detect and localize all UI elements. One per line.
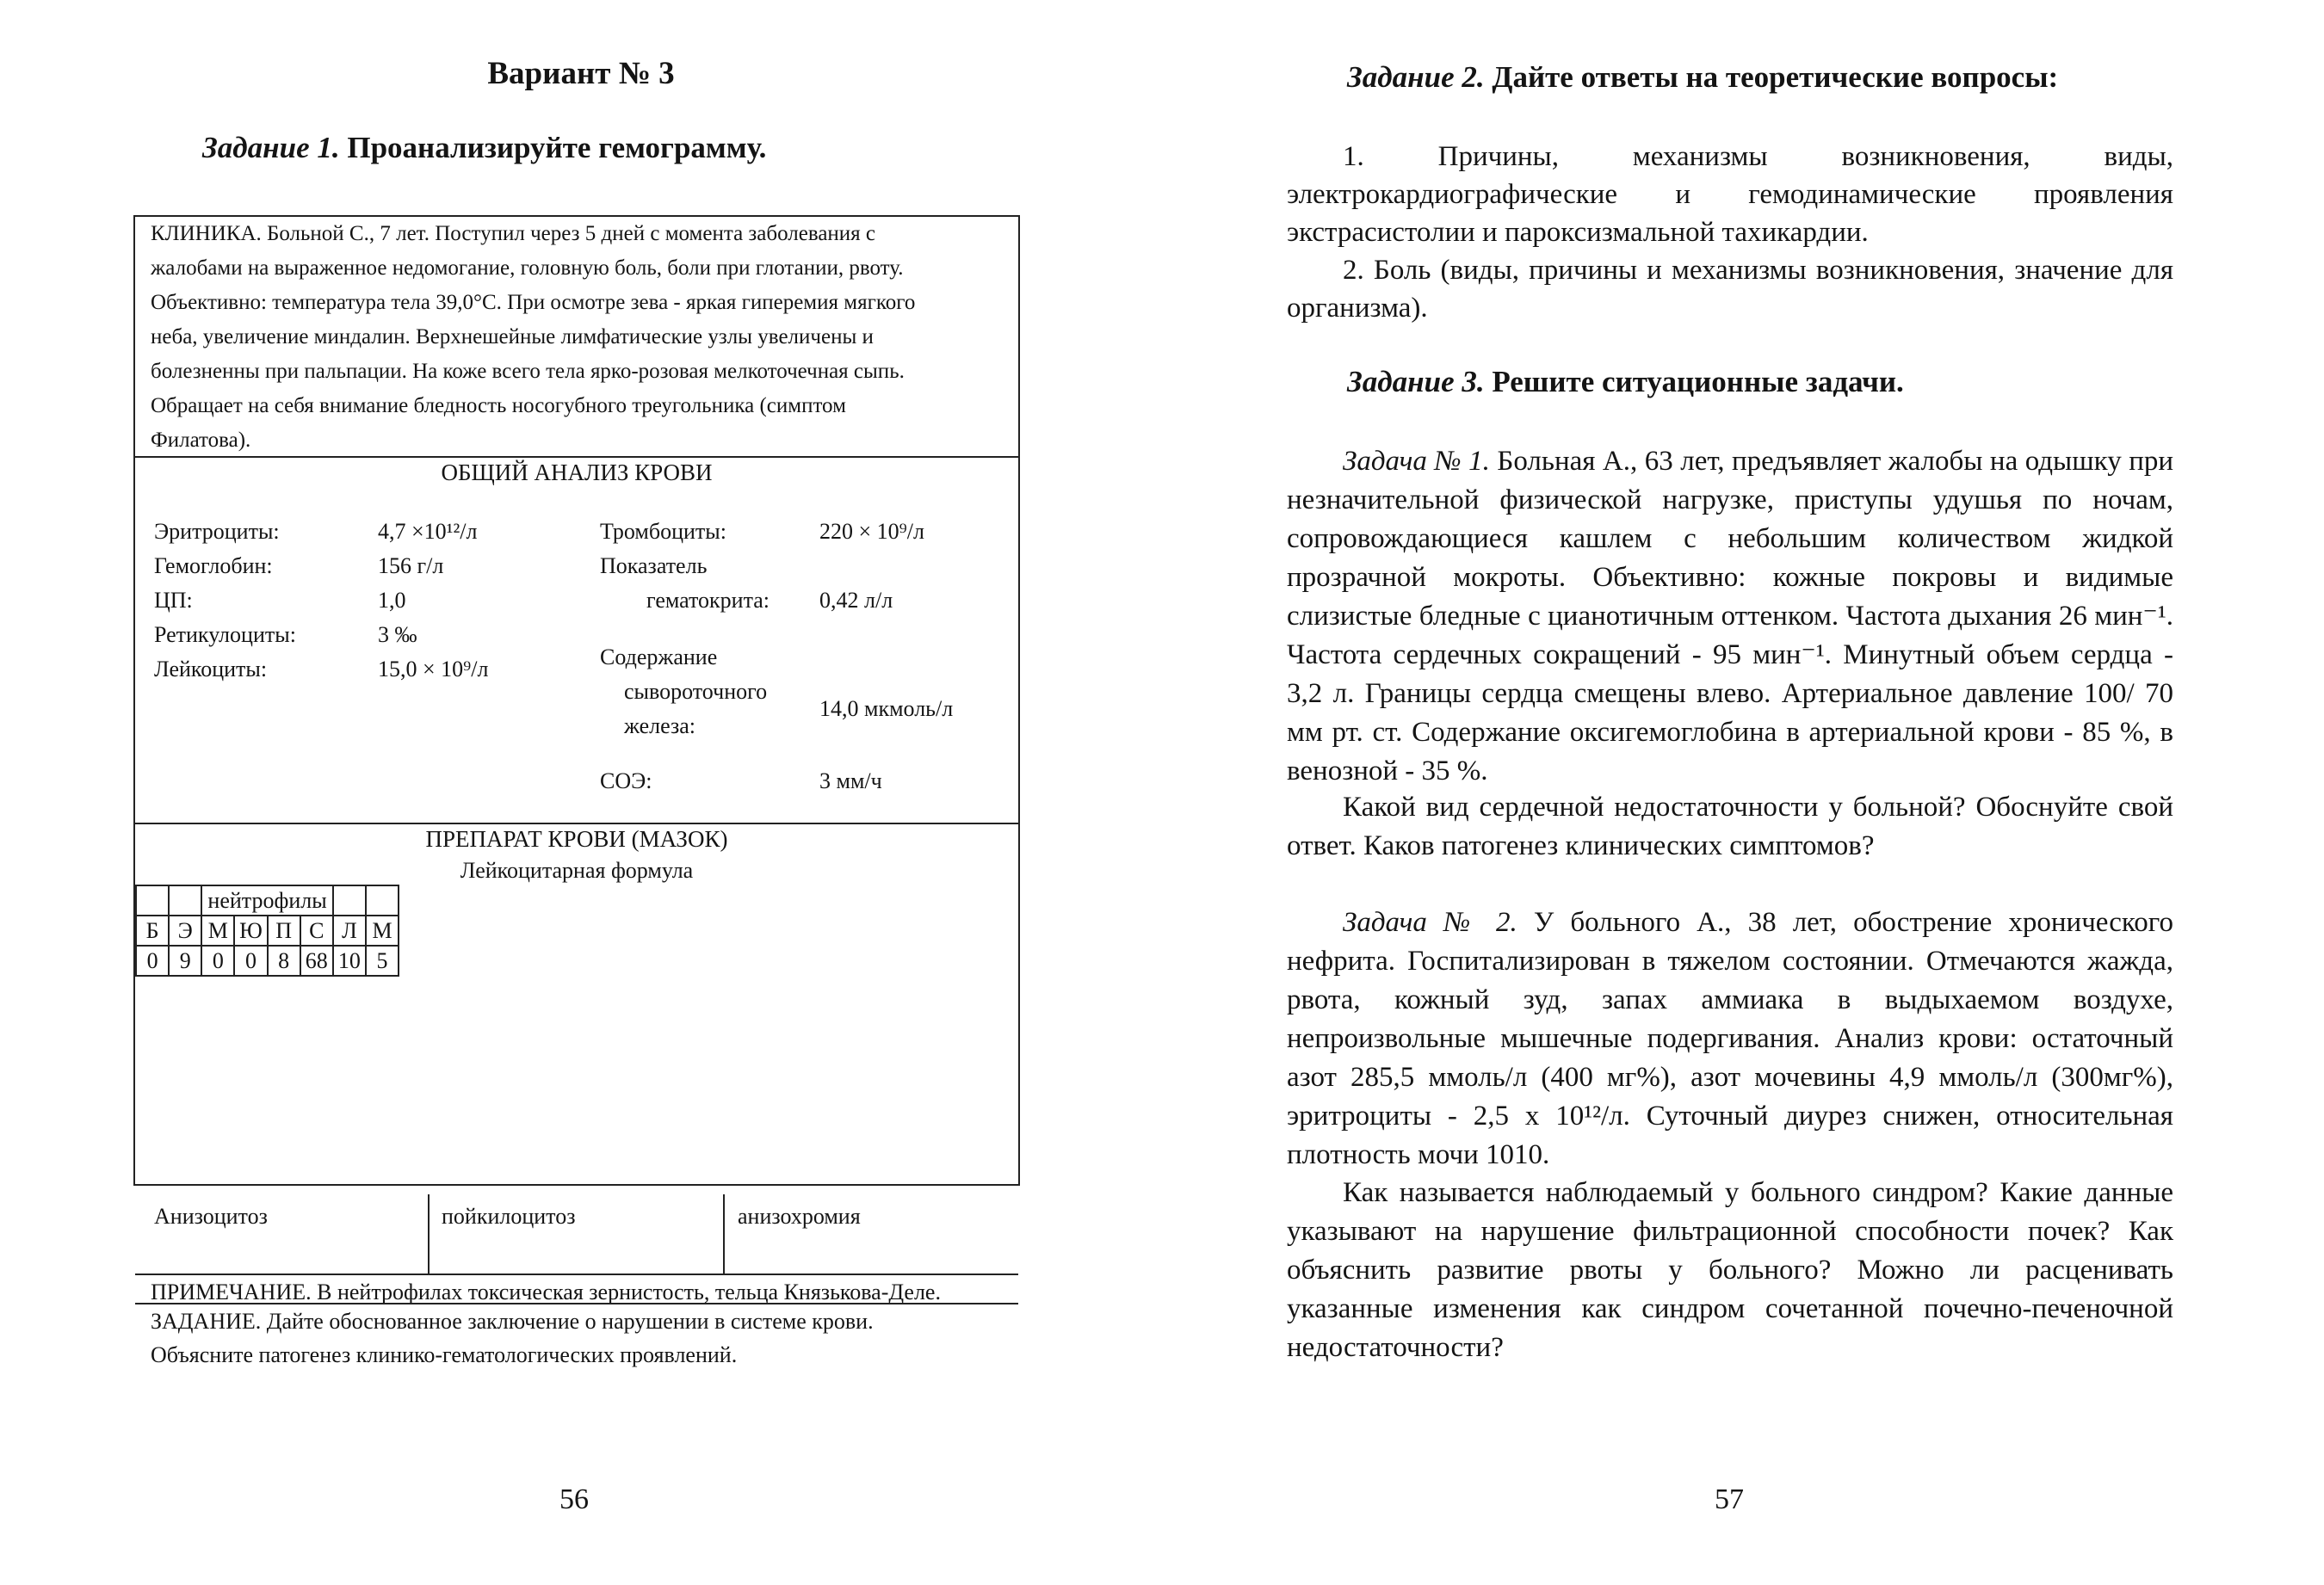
anisochromia: анизохромия [738,1204,861,1229]
problem-2-text: У больного А., 38 лет, обострение хронического нефрита. Госпитализирован в тяжелом состоянии. Отмечаются жажда, рвота, кожный зуд, запах аммиака в выдыхаемом воздухе, непроизвольные мышечные подергивания. Анализ крови: остаточный азот 285,5 ммоль/л (400 мг%), азот мочевины 4,9 ммоль/л (300мг%), эритроциты - 2,5 х 10¹²/л. Суточный диурез снижен, относительная плотность мочи 1010. [1287,907,2173,1170]
table-cell [366,885,399,916]
task2-heading [1347,60,2058,95]
blood-label: ЦП: [154,588,193,613]
task2-label: Задание 2. [1347,60,1485,94]
problem-2-question [1287,1174,2173,1367]
formula-table [135,885,399,977]
table-row [136,946,399,976]
table-cell: М [366,916,399,946]
divider [428,1194,430,1274]
hct-value: 0,42 л/л [819,588,893,613]
blood-label: Гемоглобин: [154,553,273,578]
table-cell [136,885,169,916]
table-cell: 5 [366,946,399,976]
table-cell: П [268,916,300,946]
neutrophils-header: нейтрофилы [201,885,333,916]
table-cell: 0 [136,946,169,976]
problem-1 [1287,442,2173,791]
table-cell: Э [169,916,201,946]
clinic-line: Обращает на себя внимание бледность носогубного треугольника (симптом [151,394,846,417]
poikilocytosis: пойкилоцитоз [442,1204,576,1229]
clinic-line: Объективно: температура тела 39,0°С. При осмотре зева - яркая гиперемия мягкого [151,291,916,314]
hct-label: гематокрита: [646,588,770,613]
problem-1-lead: Задача № 1. [1343,446,1490,477]
table-cell: Ю [234,916,267,946]
assignment-text [151,1304,874,1372]
clinic-line: КЛИНИКА. Больной С., 7 лет. Поступил через 5 дней с момента заболевания с [151,222,876,245]
page-number: 56 [559,1483,589,1515]
anisocytosis: Анизоцитоз [154,1204,268,1229]
divider [723,1194,725,1274]
iron-label: железа: [624,713,696,738]
table-cell: Л [333,916,366,946]
table-cell: 0 [201,946,234,976]
blood-analysis-title: ОБЩИЙ АНАЛИЗ КРОВИ [441,459,713,485]
esr-value: 3 мм/ч [819,768,882,793]
smear-title: ПРЕПАРАТ КРОВИ (МАЗОК) [425,826,728,852]
question-1 [1287,138,2173,251]
task1-label: Задание 1. [202,131,340,164]
formula-title: Лейкоцитарная формула [460,858,694,883]
page-number: 57 [1715,1483,1744,1515]
table-cell: Б [136,916,169,946]
problem-1-question [1287,788,2173,866]
problem-2-question-text: Как называется наблюдаемый у больного синдром? Какие данные указывают на нарушение фильтрационной способности почек? Как объяснить развитие рвоты у больного? Можно ли расценивать указанные изменения как синдром сочетанной почечно-печеночной недостаточности? [1287,1177,2173,1363]
blood-label: Лейкоциты: [154,657,268,681]
table-row [136,916,399,946]
note-text: ПРИМЕЧАНИЕ. В нейтрофилах токсическая зернистость, тельца Князькова-Деле. [151,1280,941,1304]
assignment-line: ЗАДАНИЕ. Дайте обоснованное заключение о нарушении в системе крови. [151,1309,874,1334]
variant-title: Вариант № 3 [487,56,675,91]
blood-value: 3 ‰ [378,622,417,647]
task3-text: Решите ситуационные задачи. [1492,365,1904,398]
blood-value: 1,0 [378,588,406,613]
problem-2-lead: Задача № 2. [1343,907,1517,938]
blood-value: 4,7 ×10¹²/л [378,519,478,544]
task3-label: Задание 3. [1347,365,1485,398]
problem-1-text: Больная А., 63 лет, предъявляет жалобы на одышку при незначительной физической нагрузке, приступы удушья по ночам, сопровождающиеся кашлем с небольшим количеством жидкой прозрачной мокроты. Объективно: кожные покровы и видимые слизистые бледные с цианотичным оттенком. Частота дыхания 26 мин⁻¹. Частота сердечных сокращений - 95 мин⁻¹. Минутный объем сердца - 3,2 л. Границы сердца смещены влево. Артериальное давление 100/ 70 мм рт. ст. Содержание оксигемоглобина в артериальной крови - 85 %, в венозной - 35 %. [1287,446,2174,786]
esr-label: СОЭ: [600,768,652,793]
blood-left-values [378,515,576,687]
hemogram-box [133,215,1020,1367]
clinic-line: неба, увеличение миндалин. Верхнешейные лимфатические узлы увеличены и [151,325,874,348]
assignment-line: Объясните патогенез клинико-гематологических проявлений. [151,1342,738,1367]
task1-heading [202,131,766,165]
question-2-text: 2. Боль (виды, причины и механизмы возникновения, значение для организма). [1287,255,2173,324]
iron-value: 14,0 мкмоль/л [819,696,954,721]
clinic-line: жалобами на выраженное недомогание, головную боль, боли при глотании, рвоту. [151,256,904,280]
clinic-line: болезненны при пальпации. На коже всего тела ярко-розовая мелкоточечная сыпь. [151,360,905,383]
blood-label: Ретикулоциты: [154,622,296,647]
blood-value: 156 г/л [378,553,444,578]
iron-label: Содержание [600,644,718,669]
task2-text: Дайте ответы на теоретические вопросы: [1492,60,2059,94]
table-cell: М [201,916,234,946]
clinic-line: Филатова). [151,429,251,452]
question-2 [1287,251,2173,327]
platelets-value: 220 × 10⁹/л [819,519,924,544]
clinic-text [151,217,998,458]
table-cell: 0 [234,946,267,976]
blood-label: Эритроциты: [154,519,280,544]
hct-label: Показатель [600,553,708,578]
problem-1-question-text: Какой вид сердечной недостаточности у больной? Обоснуйте свой ответ. Каков патогенез клинических симптомов? [1287,792,2173,861]
table-cell: С [300,916,333,946]
table-cell [333,885,366,916]
table-cell: 8 [268,946,300,976]
iron-label: сывороточного [624,679,768,704]
table-cell: 68 [300,946,333,976]
table-cell: 9 [169,946,201,976]
table-cell: 10 [333,946,366,976]
problem-2 [1287,904,2173,1175]
table-cell [169,885,201,916]
platelets-label: Тромбоциты: [600,519,726,544]
question-1-text: 1. Причины, механизмы возникновения, виды, электрокардиографические и гемодинамические проявления экстрасистолии и пароксизмальной тахикардии. [1287,141,2173,248]
blood-value: 15,0 × 10⁹/л [378,657,489,681]
blood-left-labels [154,515,369,687]
task3-heading [1347,365,1904,399]
task1-text: Проанализируйте гемограмму. [347,131,767,164]
